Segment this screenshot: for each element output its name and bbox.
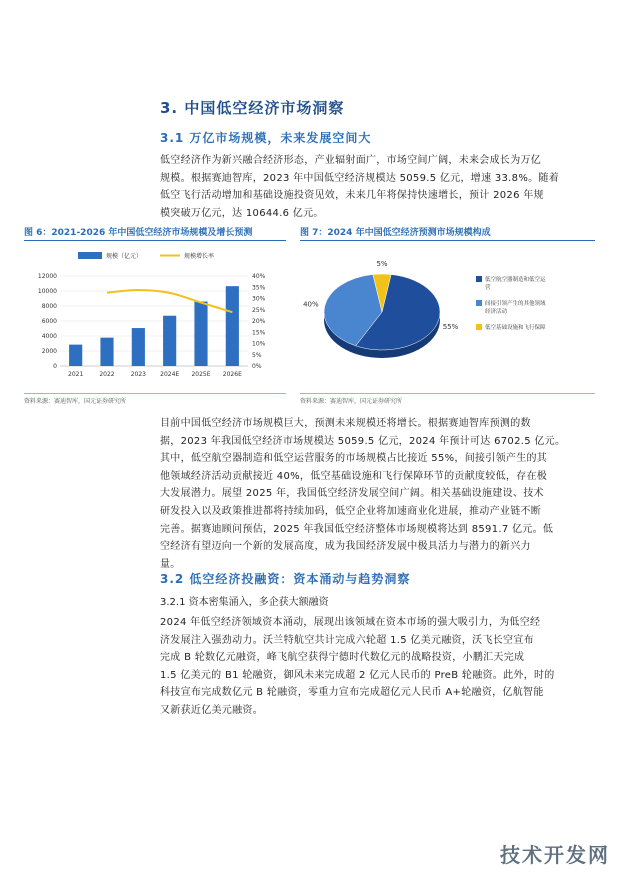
- figure-6-chart: [24, 244, 286, 390]
- pie-value-label: 40%: [303, 300, 319, 309]
- figure-6-bottom-rule: [24, 393, 286, 394]
- text-line: 研发投入以及政策推进都将持续加码，低空企业将加速商业化进展，推动产业链不断: [160, 505, 542, 517]
- legend-swatch-bar: [78, 252, 102, 259]
- watermark-text: 技术开发网: [500, 843, 610, 867]
- paragraph-market-outlook: [160, 415, 578, 573]
- bar-2024E: [163, 316, 176, 366]
- legend-swatch: [476, 300, 482, 306]
- bar-2023: [132, 328, 145, 366]
- chart-left-axis-labels: [38, 273, 57, 370]
- chart-x-axis-labels: [68, 371, 242, 378]
- figure-7-source: 资料来源：赛迪智库，国元证券研究所: [300, 398, 403, 405]
- figure-7-title: 图 7：2024 年中国低空经济预测市场规模构成: [300, 228, 491, 238]
- text-line: 据，2023 年我国低空经济市场规模达 5059.5 亿元，2024 年预计可达 6702.5 亿元。: [160, 435, 566, 447]
- x-axis-tick-label: 2022: [99, 371, 115, 378]
- left-axis-tick-label: 0: [53, 363, 57, 370]
- text-line: 济发展注入强劲动力。沃兰特航空共计完成六轮超 1.5 亿美元融资，沃飞长空宣布: [160, 634, 534, 646]
- pie-chart: [324, 274, 440, 358]
- right-axis-tick-label: 10%: [252, 340, 266, 348]
- pie-legend: [476, 275, 546, 331]
- left-axis-tick-label: 8000: [41, 303, 57, 310]
- left-axis-tick-label: 2000: [41, 348, 57, 355]
- legend-label: 低空航空器制造和低空运营: [485, 277, 546, 291]
- figure-7-rule: [300, 240, 595, 241]
- chart-legend: [78, 252, 214, 260]
- text-line: 模突破万亿元，达 10644.6 亿元。: [160, 207, 324, 219]
- text-line: 又新获近亿美元融资。: [160, 704, 263, 716]
- left-axis-tick-label: 10000: [37, 288, 57, 295]
- text-line: 其中，低空航空器制造和低空运营服务的市场规模占比接近 55%，间接引领产生的其: [160, 453, 548, 465]
- text-line: 量。: [160, 558, 181, 570]
- x-axis-tick-label: 2023: [130, 371, 146, 378]
- subsection-3-1-title: 3.1 万亿市场规模，未来发展空间大: [160, 131, 372, 145]
- bar-2021: [69, 345, 82, 366]
- figure-6-title: 图 6：2021-2026 年中国低空经济市场规模及增长预测: [24, 228, 253, 238]
- legend-label: 间接引领产生的其他领域经济活动: [485, 301, 546, 315]
- legend-label-line: 规模增长率: [184, 253, 215, 260]
- text-line: 大发展潜力。展望 2025 年，我国低空经济发展空间广阔。相关基础设施建设、技术: [160, 488, 544, 500]
- right-axis-tick-label: 5%: [252, 351, 262, 359]
- text-line: 低空经济作为新兴融合经济形态，产业辐射面广，市场空间广阔，未来会成长为万亿: [160, 155, 542, 166]
- subsection-3-2-1-title: 3.2.1 资本密集涌入，多企获大额融资: [160, 597, 329, 608]
- text-line: 目前中国低空经济市场规模巨大，预测未来规模还将增长。根据赛迪智库预测的数: [160, 418, 531, 429]
- subsection-3-2-title: 3.2 低空经济投融资：资本涌动与趋势洞察: [160, 572, 411, 586]
- bar-2025E: [194, 302, 207, 366]
- right-axis-tick-label: 15%: [252, 329, 266, 337]
- right-axis-tick-label: 20%: [252, 318, 266, 325]
- legend-label: 低空基础设施和飞行保障: [485, 325, 546, 331]
- left-axis-tick-label: 4000: [41, 333, 57, 340]
- text-line: 空经济有望迈向一个新的发展高度，成为我国经济发展中极具活力与潜力的新兴力: [160, 541, 531, 553]
- x-axis-tick-label: 2024E: [160, 371, 180, 378]
- pie-value-label: 5%: [376, 260, 388, 268]
- text-line: 完善。据赛迪顾问预估，2025 年我国低空经济整体市场规模将达到 8591.7 亿元。低: [160, 523, 554, 535]
- chart-gridlines: [60, 276, 248, 366]
- x-axis-tick-label: 2025E: [191, 371, 211, 378]
- left-axis-tick-label: 12000: [37, 273, 57, 280]
- text-line: 科技宣布完成数亿元 B 轮融资，零重力宣布完成超亿元人民币 A+轮融资，亿航智能: [160, 687, 544, 699]
- chart-growth-line: [107, 290, 232, 312]
- legend-swatch: [476, 276, 482, 282]
- pie-value-label: 55%: [442, 322, 459, 331]
- text-line: 规模。根据赛迪智库，2023 年中国低空经济规模达 5059.5 亿元，增速 33.8%。随着: [160, 172, 560, 184]
- chart-right-axis-labels: [252, 273, 266, 370]
- x-axis-tick-label: 2026E: [222, 371, 242, 378]
- text-line: 他领域经济活动贡献接近 40%，低空基础设施和飞行保障环节的贡献度较低，存在极: [160, 470, 548, 482]
- right-axis-tick-label: 30%: [252, 295, 266, 303]
- figure-7-chart: [300, 244, 595, 390]
- section-title: 3. 中国低空经济市场洞察: [160, 99, 345, 117]
- legend-label-bar: 规模（亿元）: [106, 253, 143, 260]
- x-axis-tick-label: 2021: [68, 371, 84, 378]
- figure-7-bottom-rule: [300, 393, 595, 394]
- left-axis-tick-label: 6000: [41, 318, 57, 325]
- text-line: 完成 B 轮数亿元融资，峰飞航空获得宁德时代数亿元的战略投资，小鹏汇天完成: [160, 652, 525, 664]
- right-axis-tick-label: 35%: [252, 284, 266, 292]
- paragraph-financing: [160, 614, 578, 720]
- growth-rate-line: [107, 290, 232, 312]
- bar-2022: [100, 338, 113, 366]
- right-axis-tick-label: 0%: [252, 363, 262, 370]
- paragraph-3-1: [160, 152, 578, 222]
- legend-swatch: [476, 324, 482, 330]
- right-axis-tick-label: 25%: [252, 306, 266, 314]
- text-line: 低空飞行活动增加和基础设施投资见效，未来几年将保持快速增长，预计 2026 年规: [160, 190, 544, 202]
- right-axis-tick-label: 40%: [252, 273, 266, 280]
- bar-2026E: [226, 286, 239, 366]
- figure-6-rule: [24, 240, 286, 241]
- text-line: 2024 年低空经济领域资本涌动，展现出该领域在资本市场的强大吸引力，为低空经: [160, 617, 541, 628]
- chart-bars: [69, 286, 239, 366]
- text-line: 1.5 亿美元的 B1 轮融资，御风未来完成超 2 亿元人民币的 PreB 轮融资。此外，时的: [160, 669, 555, 681]
- figure-6-source: 资料来源：赛迪智库，国元证券研究所: [24, 398, 127, 405]
